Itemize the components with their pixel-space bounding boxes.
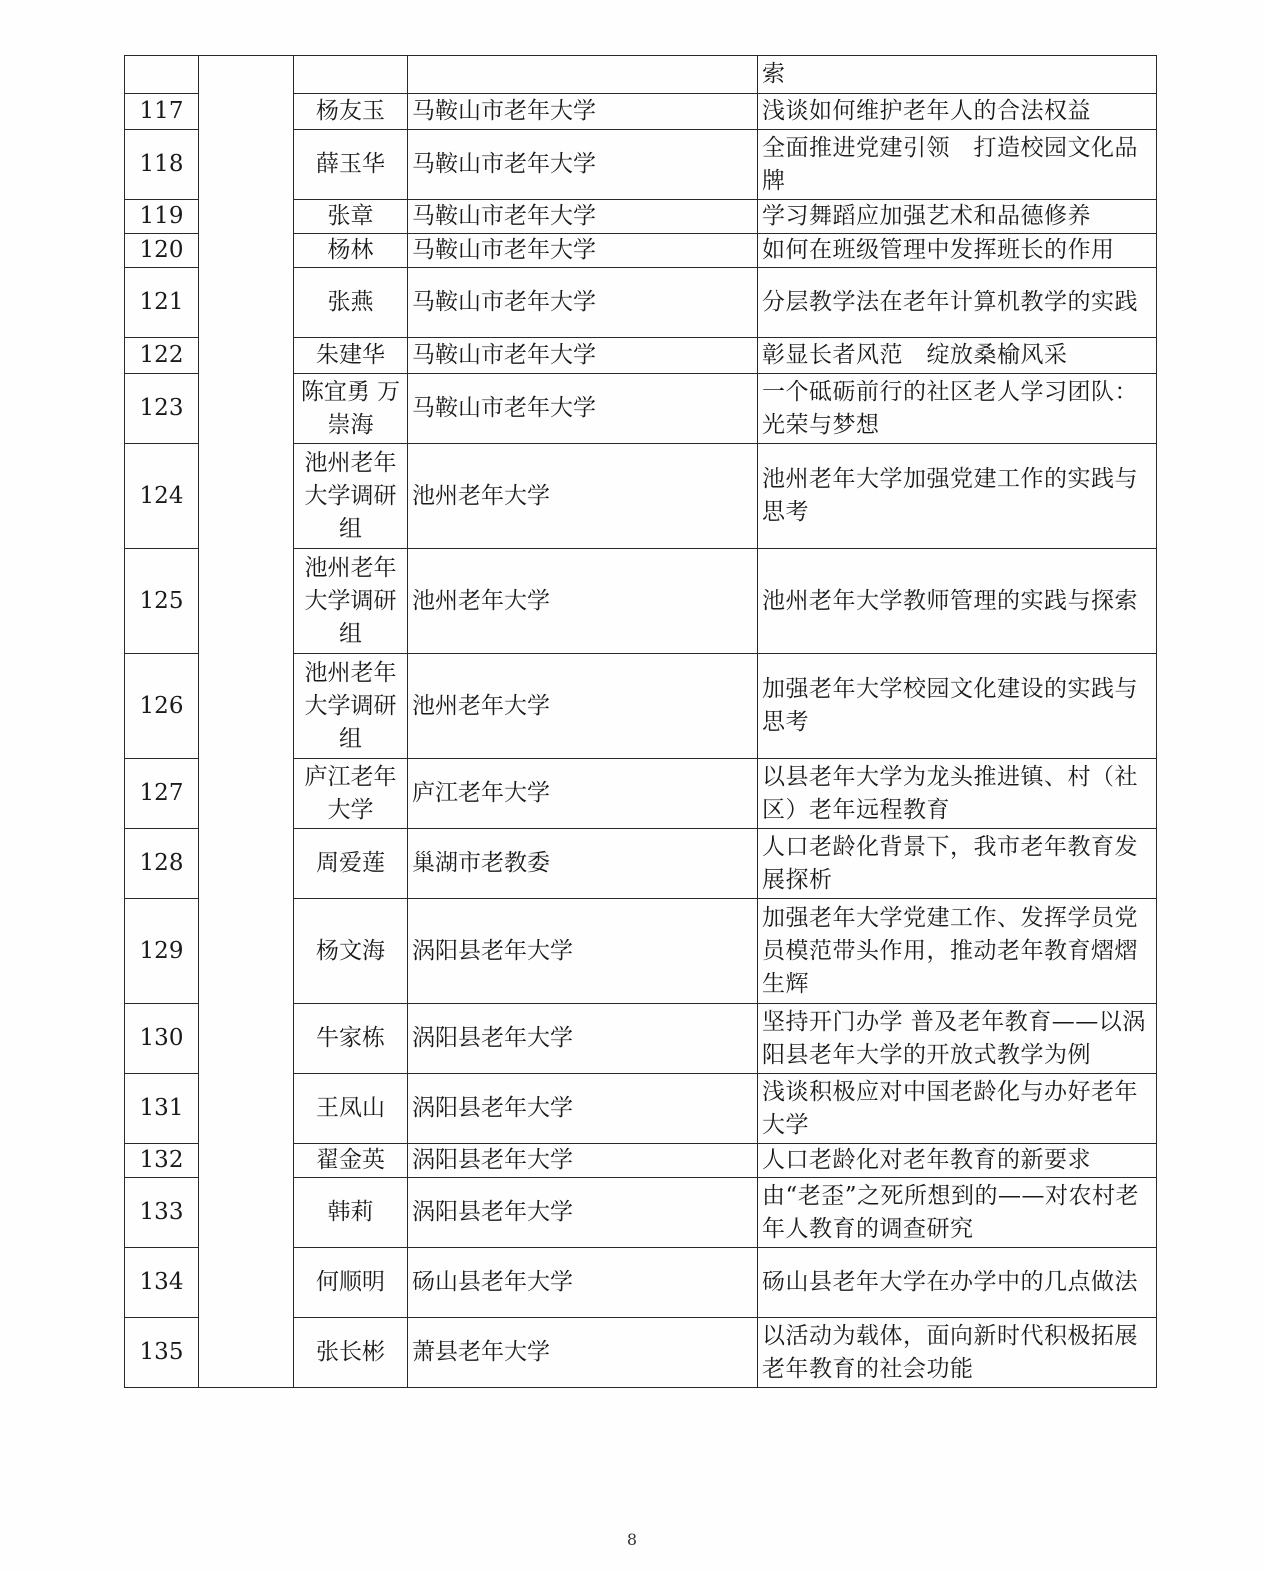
- paper-title-cell: 加强老年大学校园文化建设的实践与思考: [758, 654, 1157, 759]
- organization-cell: 涡阳县老年大学: [408, 1004, 758, 1074]
- paper-title-cell: 坚持开门办学 普及老年教育——以涡阳县老年大学的开放式教学为例: [758, 1004, 1157, 1074]
- organization-cell: 马鞍山市老年大学: [408, 234, 758, 268]
- row-number-cell: 128: [125, 829, 199, 899]
- row-number-cell: 131: [125, 1074, 199, 1144]
- author-cell: 牛家栋: [294, 1004, 408, 1074]
- author-cell: 王凤山: [294, 1074, 408, 1144]
- author-cell: 杨友玉: [294, 94, 408, 130]
- paper-title-cell: 浅谈如何维护老年人的合法权益: [758, 94, 1157, 130]
- row-number-cell: 130: [125, 1004, 199, 1074]
- organization-cell: 巢湖市老教委: [408, 829, 758, 899]
- author-cell: 杨林: [294, 234, 408, 268]
- paper-title-cell: 以县老年大学为龙头推进镇、村（社区）老年远程教育: [758, 759, 1157, 829]
- organization-cell: 萧县老年大学: [408, 1318, 758, 1388]
- organization-cell: 马鞍山市老年大学: [408, 130, 758, 200]
- paper-title-cell: 人口老龄化对老年教育的新要求: [758, 1144, 1157, 1178]
- row-number-cell: 127: [125, 759, 199, 829]
- row-number-cell: 134: [125, 1248, 199, 1318]
- paper-title-cell: 由“老歪”之死所想到的——对农村老年人教育的调查研究: [758, 1178, 1157, 1248]
- award-list-table: [124, 55, 1157, 1388]
- page-number: 8: [626, 1530, 638, 1549]
- paper-title-cell: 砀山县老年大学在办学中的几点做法: [758, 1248, 1157, 1318]
- row-number-cell: 135: [125, 1318, 199, 1388]
- row-number-cell: 117: [125, 94, 199, 130]
- author-cell: 庐江老年大学: [294, 759, 408, 829]
- author-cell: 韩莉: [294, 1178, 408, 1248]
- author-cell: 张长彬: [294, 1318, 408, 1388]
- author-cell: 周爱莲: [294, 829, 408, 899]
- author-cell: [294, 56, 408, 94]
- row-number-cell: 129: [125, 899, 199, 1004]
- organization-cell: 马鞍山市老年大学: [408, 338, 758, 374]
- row-number-cell: 123: [125, 374, 199, 444]
- organization-cell: 池州老年大学: [408, 444, 758, 549]
- row-number-cell: 132: [125, 1144, 199, 1178]
- row-number-cell: 124: [125, 444, 199, 549]
- author-cell: 杨文海: [294, 899, 408, 1004]
- paper-title-cell: 以活动为载体，面向新时代积极拓展老年教育的社会功能: [758, 1318, 1157, 1388]
- author-cell: 朱建华: [294, 338, 408, 374]
- row-number-cell: [125, 56, 199, 94]
- organization-cell: 涡阳县老年大学: [408, 1074, 758, 1144]
- author-cell: 翟金英: [294, 1144, 408, 1178]
- row-number-cell: 122: [125, 338, 199, 374]
- author-cell: 池州老年大学调研组: [294, 654, 408, 759]
- paper-title-cell: 人口老龄化背景下，我市老年教育发展探析: [758, 829, 1157, 899]
- paper-title-cell: 索: [758, 56, 1157, 94]
- row-number-cell: 119: [125, 200, 199, 234]
- paper-title-cell: 池州老年大学教师管理的实践与探索: [758, 549, 1157, 654]
- paper-title-cell: 如何在班级管理中发挥班长的作用: [758, 234, 1157, 268]
- author-cell: 薛玉华: [294, 130, 408, 200]
- paper-title-cell: 全面推进党建引领 打造校园文化品牌: [758, 130, 1157, 200]
- author-cell: 池州老年大学调研组: [294, 444, 408, 549]
- row-number-cell: 120: [125, 234, 199, 268]
- organization-cell: 马鞍山市老年大学: [408, 200, 758, 234]
- organization-cell: 马鞍山市老年大学: [408, 94, 758, 130]
- author-cell: 张章: [294, 200, 408, 234]
- category-cell: [199, 56, 294, 1388]
- row-number-cell: 133: [125, 1178, 199, 1248]
- organization-cell: 砀山县老年大学: [408, 1248, 758, 1318]
- author-cell: 张燕: [294, 268, 408, 338]
- author-cell: 池州老年大学调研组: [294, 549, 408, 654]
- organization-cell: [408, 56, 758, 94]
- organization-cell: 池州老年大学: [408, 654, 758, 759]
- row-number-cell: 118: [125, 130, 199, 200]
- organization-cell: 涡阳县老年大学: [408, 1144, 758, 1178]
- paper-title-cell: 池州老年大学加强党建工作的实践与思考: [758, 444, 1157, 549]
- organization-cell: 庐江老年大学: [408, 759, 758, 829]
- author-cell: 何顺明: [294, 1248, 408, 1318]
- paper-title-cell: 分层教学法在老年计算机教学的实践: [758, 268, 1157, 338]
- row-number-cell: 121: [125, 268, 199, 338]
- row-number-cell: 126: [125, 654, 199, 759]
- paper-title-cell: 浅谈积极应对中国老龄化与办好老年大学: [758, 1074, 1157, 1144]
- organization-cell: 涡阳县老年大学: [408, 899, 758, 1004]
- organization-cell: 马鞍山市老年大学: [408, 268, 758, 338]
- organization-cell: 池州老年大学: [408, 549, 758, 654]
- row-number-cell: 125: [125, 549, 199, 654]
- author-cell: 陈宜勇 万崇海: [294, 374, 408, 444]
- paper-title-cell: 一个砥砺前行的社区老人学习团队：光荣与梦想: [758, 374, 1157, 444]
- paper-title-cell: 加强老年大学党建工作、发挥学员党员模范带头作用，推动老年教育熠熠生辉: [758, 899, 1157, 1004]
- organization-cell: 涡阳县老年大学: [408, 1178, 758, 1248]
- paper-title-cell: 彰显长者风范 绽放桑榆风采: [758, 338, 1157, 374]
- table-row: [125, 56, 1157, 94]
- paper-title-cell: 学习舞蹈应加强艺术和品德修养: [758, 200, 1157, 234]
- organization-cell: 马鞍山市老年大学: [408, 374, 758, 444]
